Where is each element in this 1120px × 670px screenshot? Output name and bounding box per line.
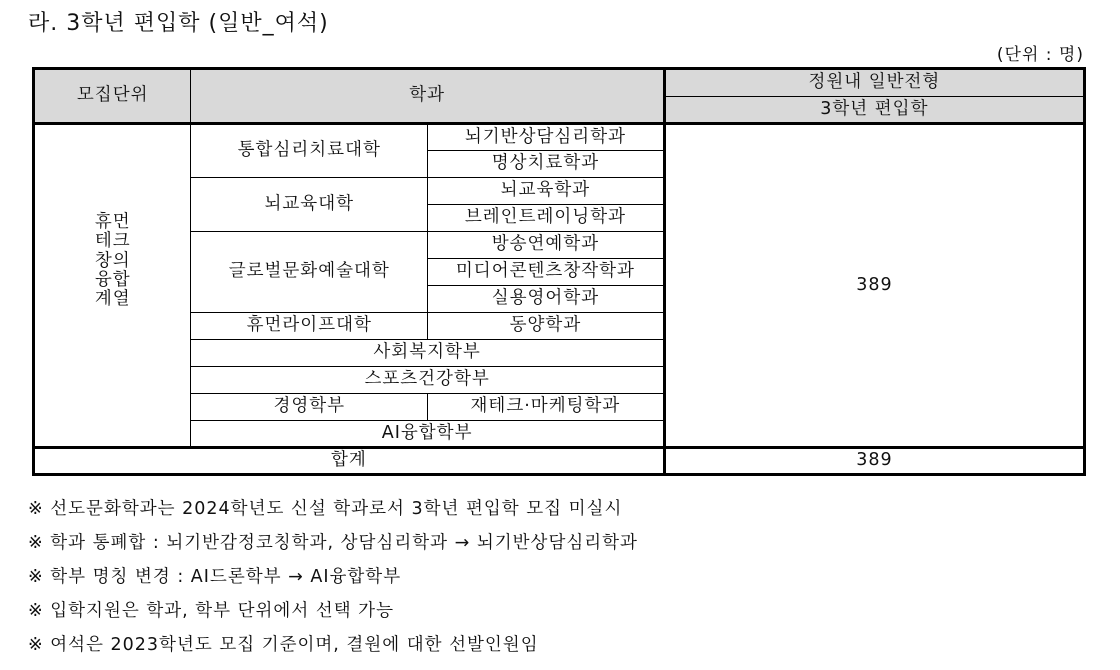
dept-cell: 뇌교육학과	[428, 178, 665, 205]
dept-cell: 실용영어학과	[428, 286, 665, 313]
dept-cell: 미디어콘텐츠창작학과	[428, 259, 665, 286]
note-item: ※ 입학지원은 학과, 학부 단위에서 선택 가능	[28, 601, 394, 621]
dept-cell: 방송연예학과	[428, 232, 665, 259]
admission-table	[32, 67, 1086, 476]
college-cell: 통합심리치료대학	[191, 124, 428, 178]
college-cell: 휴먼라이프대학	[191, 313, 428, 340]
total-value: 389	[664, 448, 1084, 475]
notes-list	[28, 492, 638, 662]
dept-cell: 재테크·마케팅학과	[428, 394, 665, 421]
division-cell: 사회복지학부	[191, 340, 664, 367]
division-cell: 스포츠건강학부	[191, 367, 664, 394]
division-cell: AI융합학부	[191, 421, 664, 448]
table-row	[34, 124, 1085, 151]
unit-line: 테크	[94, 231, 131, 252]
dept-cell: 브레인트레이닝학과	[428, 205, 665, 232]
note-item: ※ 학과 통폐합 : 뇌기반감정코칭학과, 상담심리학과 → 뇌기반상담심리학과	[28, 533, 638, 553]
header-dept: 학과	[191, 69, 664, 124]
header-quota-sub: 3학년 편입학	[664, 97, 1084, 124]
section-title: 라. 3학년 편입학 (일반_여석)	[28, 11, 329, 36]
dept-cell: 명상치료학과	[428, 151, 665, 178]
total-label: 합계	[34, 448, 665, 475]
dept-cell: 뇌기반상담심리학과	[428, 124, 665, 151]
unit-note: (단위 : 명)	[996, 45, 1084, 65]
quota-value-cell: 389	[664, 124, 1084, 448]
unit-line: 휴먼	[94, 212, 131, 232]
note-item: ※ 여석은 2023학년도 모집 기준이며, 결원에 대한 선발인원임	[28, 635, 539, 655]
dept-cell: 동양학과	[428, 313, 665, 340]
header-row	[34, 69, 1085, 97]
note-item: ※ 선도문화학과는 2024학년도 신설 학과로서 3학년 편입학 모집 미실시	[28, 499, 623, 519]
unit-line: 융합	[94, 269, 131, 290]
unit-cell	[34, 124, 191, 448]
college-cell: 경영학부	[191, 394, 428, 421]
header-unit: 모집단위	[34, 69, 191, 124]
college-cell: 글로벌문화예술대학	[191, 232, 428, 313]
unit-line: 창의	[94, 250, 131, 271]
college-cell: 뇌교육대학	[191, 178, 428, 232]
header-quota-group: 정원내 일반전형	[664, 69, 1084, 97]
note-item: ※ 학부 명칭 변경 : AI드론학부 → AI융합학부	[28, 567, 402, 587]
total-row	[34, 448, 1085, 475]
unit-line: 계열	[94, 289, 131, 309]
